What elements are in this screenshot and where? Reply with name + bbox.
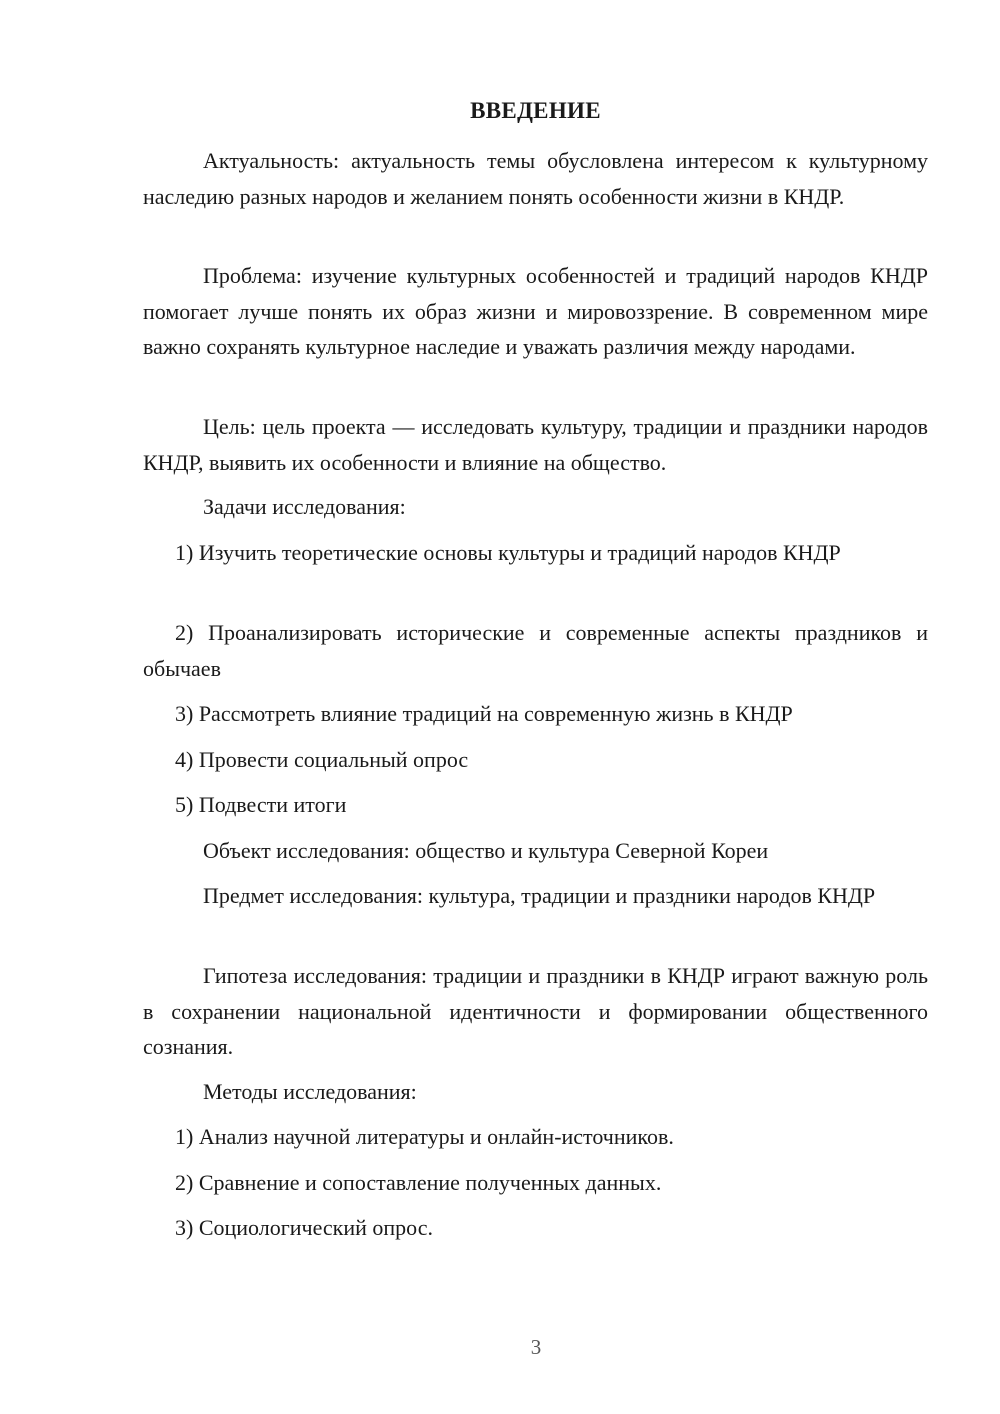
hypothesis-paragraph: Гипотеза исследования: традиции и праздники в КНДР играют важную роль в сохранении национальной идентичности и формировании общественного сознания. <box>143 963 928 1059</box>
page-number: 3 <box>530 1335 542 1359</box>
method-item-3: 3) Социологический опрос. <box>175 1215 433 1240</box>
task-item-4: 4) Провести социальный опрос <box>175 747 469 772</box>
subject-paragraph: Предмет исследования: культура, традиции и праздники народов КНДР <box>203 883 876 908</box>
task-item-5: 5) Подвести итоги <box>175 792 347 817</box>
object-paragraph: Объект исследования: общество и культура Северной Кореи <box>203 838 769 863</box>
methods-title: Методы исследования: <box>203 1079 417 1104</box>
task-item-1: 1) Изучить теоретические основы культуры и традиций народов КНДР <box>175 540 841 565</box>
page-title: ВВЕДЕНИЕ <box>470 98 601 123</box>
problem-paragraph: Проблема: изучение культурных особенностей и традиций народов КНДР помогает лучше понять их образ жизни и мировоззрение. В современном мире важно сохранять культурное наследие и уважать различия между народами. <box>143 263 928 359</box>
method-item-1: 1) Анализ научной литературы и онлайн-источников. <box>175 1124 674 1149</box>
goal-paragraph: Цель: цель проекта — исследовать культуру, традиции и праздники народов КНДР, выявить их особенности и влияние на общество. <box>143 414 928 475</box>
relevance-paragraph: Актуальность: актуальность темы обусловлена интересом к культурному наследию разных народов и желанием понять особенности жизни в КНДР. <box>143 148 928 209</box>
method-item-2: 2) Сравнение и сопоставление полученных данных. <box>175 1170 662 1195</box>
task-item-3: 3) Рассмотреть влияние традиций на современную жизнь в КНДР <box>175 701 793 726</box>
tasks-title: Задачи исследования: <box>203 494 406 519</box>
task-item-2: 2) Проанализировать исторические и современные аспекты праздников и обычаев <box>143 620 928 681</box>
